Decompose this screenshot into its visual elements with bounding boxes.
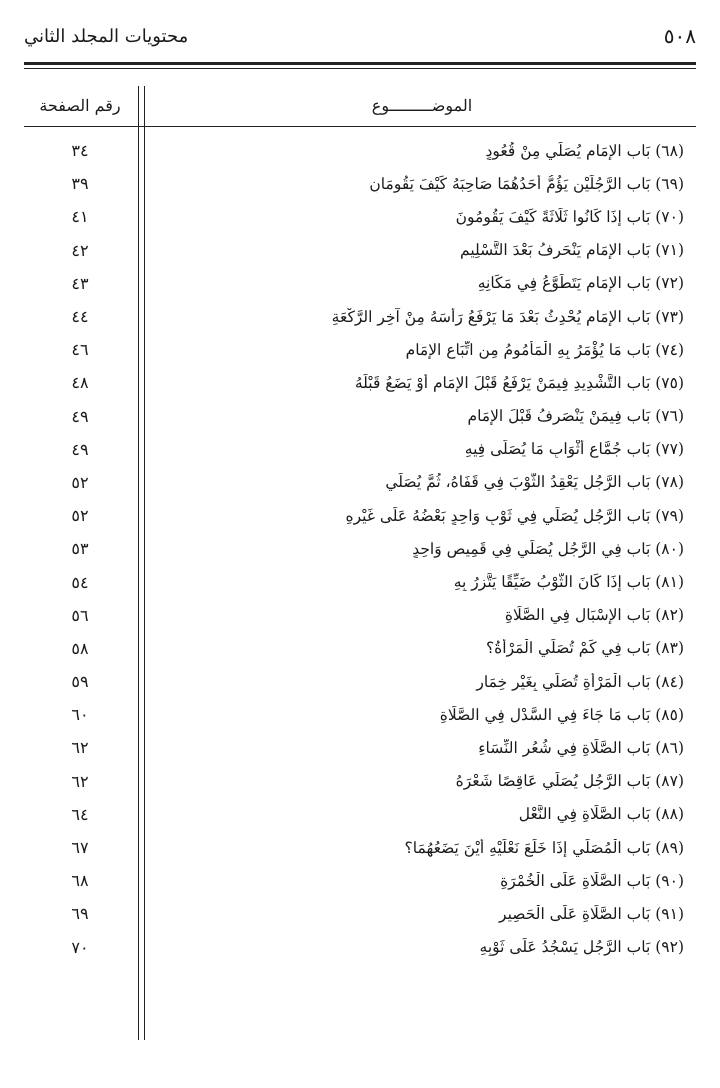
- page-number-cell: ٦٤: [71, 804, 89, 824]
- table-row: [24, 167, 696, 200]
- page-number-cell: ٦٩: [71, 904, 89, 924]
- contents-table: [24, 86, 696, 1040]
- header-underline: [24, 126, 696, 127]
- page-number-cell: ٥٢: [71, 506, 89, 526]
- table-rows: [24, 134, 696, 964]
- header-rule-thin: [24, 68, 696, 69]
- table-row: [24, 665, 696, 698]
- page-number-cell: ٤٩: [71, 406, 89, 426]
- table-row: [24, 632, 696, 665]
- table-row: [24, 134, 696, 167]
- page-number-cell: ٦٢: [71, 771, 89, 791]
- table-row: [24, 599, 696, 632]
- table-row: [24, 798, 696, 831]
- page-number-cell: ٤٩: [71, 439, 89, 459]
- chapter-title: (٨٣) بَاب فِي كَمْ تُصَلِّي الْمَرْأَةُ؟: [485, 639, 684, 658]
- chapter-title: (٨١) بَاب إِذَا كَانَ الثَّوْبُ ضَيِّقًا يَتَّزِرُ بِهِ: [453, 573, 684, 592]
- page-number-cell: ٥٩: [71, 672, 89, 692]
- table-row: [24, 698, 696, 731]
- chapter-title: (٩٢) بَاب الرَّجُلِ يَسْجُدُ عَلَى ثَوْبِهِ: [479, 938, 684, 957]
- page-number-cell: ٧٠: [71, 937, 89, 957]
- running-title: محتويات المجلد الثاني: [24, 25, 189, 47]
- page-number-cell: ٥٢: [71, 472, 89, 492]
- chapter-title: (٨٧) بَاب الرَّجُلِ يُصَلِّي عَاقِصًا شَعْرَهُ: [455, 772, 684, 791]
- chapter-title: (٧٦) بَاب فِيمَنْ يَنْصَرِفُ قَبْلَ الإِمَامِ: [467, 407, 684, 426]
- table-row: [24, 864, 696, 897]
- page-number-cell: ٤٢: [71, 240, 89, 260]
- page-number-cell: ٤١: [71, 207, 89, 227]
- page-number-cell: ٦٠: [71, 705, 89, 725]
- table-row: [24, 532, 696, 565]
- column-header-page: رقم الصفحة: [39, 96, 121, 115]
- page-number-cell: ٥٤: [71, 572, 89, 592]
- chapter-title: (٧٢) بَاب الإِمَامِ يَتَطَوَّعُ فِي مَكَانِهِ: [477, 274, 684, 293]
- chapter-title: (٧٩) بَاب الرَّجُلِ يُصَلِّي فِي ثَوْبٍ وَاحِدٍ بَعْضُهُ عَلَى غَيْرِهِ: [345, 506, 684, 525]
- chapter-title: (٦٩) بَاب الرَّجُلَيْنِ يَؤُمُّ أَحَدُهُمَا صَاحِبَهُ كَيْفَ يَقُومَانِ: [369, 174, 684, 193]
- page-number-cell: ٣٩: [71, 174, 89, 194]
- table-row: [24, 234, 696, 267]
- page-header: [24, 18, 696, 54]
- page-number-cell: ٤٣: [71, 273, 89, 293]
- chapter-title: (٨٦) بَاب الصَّلَاةِ فِي شُعُرِ النِّسَاءِ: [478, 738, 684, 757]
- chapter-title: (٩٠) بَاب الصَّلَاةِ عَلَى الْخُمْرَةِ: [500, 871, 684, 890]
- page-number-cell: ٣٤: [71, 141, 89, 161]
- table-row: [24, 200, 696, 233]
- table-row: [24, 765, 696, 798]
- page-number-cell: ٦٢: [71, 738, 89, 758]
- column-header-subject: الموضـــــــــوع: [371, 96, 473, 115]
- table-row: [24, 931, 696, 964]
- page-number-cell: ٦٨: [71, 871, 89, 891]
- chapter-title: (٧٨) بَاب الرَّجُلِ يَعْقِدُ الثَّوْبَ فِي قَفَاهُ، ثُمَّ يُصَلِّي: [385, 473, 684, 492]
- table-row: [24, 267, 696, 300]
- header-rule-thick: [24, 62, 696, 65]
- chapter-title: (٨٥) بَاب مَا جَاءَ فِي السَّدْلِ فِي الصَّلَاةِ: [439, 705, 684, 724]
- chapter-title: (٧٤) بَاب مَا يُؤْمَرُ بِهِ الْمَأْمُومُ مِن اتِّبَاعِ الإِمَامِ: [405, 340, 684, 359]
- page-number-cell: ٦٧: [71, 838, 89, 858]
- chapter-title: (٦٨) بَاب الإمَامِ يُصَلِّي مِنْ قُعُودٍ: [485, 141, 684, 160]
- page-number-cell: ٤٨: [71, 373, 89, 393]
- chapter-title: (٧١) بَاب الإِمَامِ يَنْحَرِفُ بَعْدَ التَّسْلِيمِ: [460, 241, 684, 260]
- chapter-title: (٧٣) بَاب الإِمَامِ يُحْدِثُ بَعْدَ مَا يَرْفَعُ رَأْسَهُ مِنْ آخِرِ الرَّكْعَةِ: [331, 307, 684, 326]
- table-row: [24, 897, 696, 930]
- table-row: [24, 831, 696, 864]
- page-number-cell: ٥٣: [71, 539, 89, 559]
- chapter-title: (٧٥) بَاب التَّشْدِيدِ فِيمَنْ يَرْفَعُ قَبْلَ الإِمَامِ أَوْ يَضَعُ قَبْلَهُ: [354, 373, 684, 392]
- table-row: [24, 433, 696, 466]
- table-row: [24, 731, 696, 764]
- chapter-title: (٧٠) بَاب إِذَا كَانُوا ثَلَاثَةً كَيْفَ يَقُومُونَ: [455, 207, 684, 226]
- chapter-title: (٨٨) بَاب الصَّلَاةِ فِي النَّعْلِ: [518, 805, 684, 824]
- table-row: [24, 466, 696, 499]
- page-number-cell: ٤٦: [71, 340, 89, 360]
- table-row: [24, 366, 696, 399]
- page-number-cell: ٥٦: [71, 605, 89, 625]
- chapter-title: (٨٢) بَاب الإِسْبَالِ فِي الصَّلَاةِ: [504, 606, 684, 625]
- table-row: [24, 300, 696, 333]
- table-row: [24, 565, 696, 598]
- table-row: [24, 400, 696, 433]
- chapter-title: (٨٠) بَاب فِي الرَّجُلِ يُصَلِّي فِي قَمِيصٍ وَاحِدٍ: [412, 539, 684, 558]
- chapter-title: (٩١) بَاب الصَّلَاةِ عَلَى الْحَصِيرِ: [499, 904, 684, 923]
- chapter-title: (٨٤) بَاب الْمَرْأَةِ تُصَلِّي بِغَيْرِ خِمَارٍ: [476, 672, 684, 691]
- chapter-title: (٨٩) بَاب الْمُصَلِّي إِذَا خَلَعَ نَعْلَيْهِ أَيْنَ يَضَعُهُمَا؟: [404, 838, 684, 857]
- page-number-cell: ٥٨: [71, 638, 89, 658]
- page-number: ٥٠٨: [663, 24, 696, 48]
- table-row: [24, 333, 696, 366]
- page-number-cell: ٤٤: [71, 307, 89, 327]
- table-row: [24, 499, 696, 532]
- chapter-title: (٧٧) بَاب جُمَّاعِ أَثْوَابِ مَا يُصَلَّى فِيهِ: [464, 440, 684, 459]
